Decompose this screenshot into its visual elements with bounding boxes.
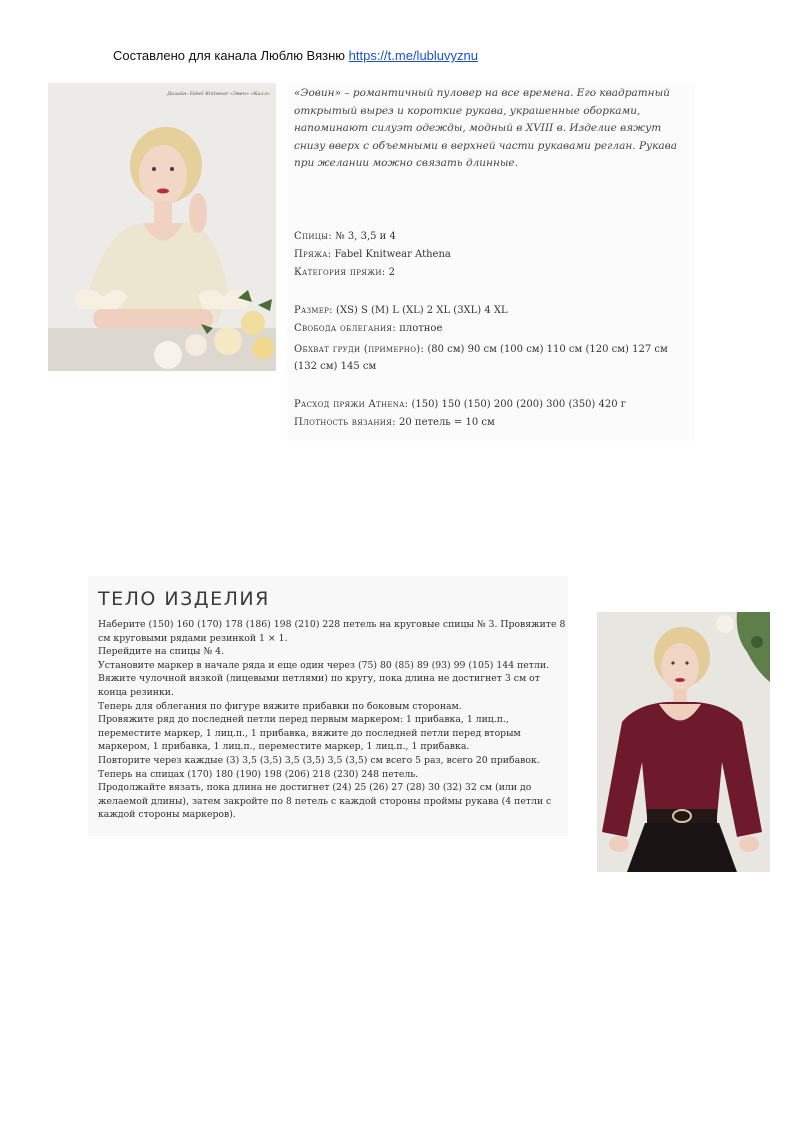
instruction-paragraph: Провяжите ряд до последней петли перед первым маркером: 1 прибавка, 1 лиц.п., переместите маркер, 1 лиц.п., 1 прибавка, вяжите до последней петли перед вторым маркером, 1 прибавка, 1 лиц.п., переместите маркер, 1 лиц.п., 1 прибавка. (98, 714, 521, 753)
spec-label: Пряжа: (294, 249, 332, 260)
instructions-text (98, 618, 568, 822)
spec-yarn (294, 249, 451, 260)
model-photo-burgundy-sweater (597, 612, 770, 872)
body-instructions-panel (88, 576, 568, 836)
channel-link[interactable]: https://t.me/lubluvyznu (348, 48, 478, 63)
instruction-paragraph: Перейдите на спицы № 4. (98, 646, 225, 658)
spec-value: (XS) S (M) L (XL) 2 XL (3XL) 4 XL (336, 305, 508, 316)
instruction-paragraph: Теперь для облегания по фигуре вяжите прибавки по боковым сторонам. (98, 700, 462, 712)
spec-label: Плотность вязания: (294, 417, 396, 428)
photo-illustration (48, 83, 276, 371)
model-photo-cream-sweater (48, 83, 276, 371)
spec-label: Расход пряжи Athena: (294, 399, 409, 410)
spec-value: 2 (388, 267, 396, 278)
spec-category (294, 267, 395, 278)
spec-label: Спицы: (294, 231, 333, 242)
spec-needles (294, 231, 396, 242)
spec-size (294, 305, 508, 316)
spec-gauge (294, 417, 495, 428)
spec-label: Размер: (294, 305, 333, 316)
page-header (113, 48, 478, 63)
instruction-paragraph: Продолжайте вязать, пока длина не достигнет (24) 25 (26) 27 (28) 30 (32) 32 см (или до желаемой длины), затем закройте по 8 петель с каждой стороны проймы рукава (4 петли с каждой стороны маркеров). (98, 782, 552, 821)
spec-value: № 3, 3,5 и 4 (335, 231, 396, 242)
pattern-info-panel (287, 83, 695, 441)
spec-value: (80 см) 90 см (100 см) 110 см (120 см) 127 см (132 см) 145 см (294, 344, 668, 372)
spec-label: Категория пряжи: (294, 267, 386, 278)
spec-fit (294, 323, 442, 334)
photo-caption: Дизайн: Fabel Knitwear «Эвен» «Калл» (166, 91, 270, 97)
header-text: Составлено для канала Люблю Вязню (113, 48, 346, 63)
instruction-paragraph: Установите маркер в начале ряда и еще один через (75) 80 (85) 89 (93) 99 (105) 144 петли. Вяжите чулочной вязкой (лицевыми петлями) по кругу, пока длина не достигнет 3 см от конца резинки. (98, 659, 549, 698)
spec-chest (294, 341, 689, 375)
spec-yarn-usage (294, 399, 626, 410)
spec-label: Обхват груди (примерно): (294, 344, 425, 355)
instruction-paragraph: Повторите через каждые (3) 3,5 (3,5) 3,5 (3,5) 3,5 (3,5) см всего 5 раз, всего 20 прибавок. Теперь на спицах (170) 180 (190) 198 (206) 218 (230) 248 петель. (98, 754, 540, 780)
spec-value: плотное (399, 323, 443, 334)
section-title: ТЕЛО ИЗДЕЛИЯ (98, 588, 270, 610)
spec-value: Fabel Knitwear Athena (334, 249, 451, 260)
intro-text: «Эовин» – романтичный пуловер на все времена. Его квадратный открытый вырез и короткие рукава, украшенные оборками, напоминают силуэт одежды, модный в XVIII в. Изделие вяжут снизу вверх с объемными в верхней части рукавами реглан. Рукава при желании можно связать длинные. (294, 87, 678, 169)
instruction-paragraph: Наберите (150) 160 (170) 178 (186) 198 (210) 228 петель на круговые спицы № 3. Провяжите 8 см круговыми рядами резинкой 1 × 1. (98, 619, 566, 644)
photo-illustration (597, 612, 770, 872)
spec-label: Свобода облегания: (294, 323, 396, 334)
spec-value: (150) 150 (150) 200 (200) 300 (350) 420 г (411, 399, 627, 410)
spec-value: 20 петель = 10 см (399, 417, 495, 428)
